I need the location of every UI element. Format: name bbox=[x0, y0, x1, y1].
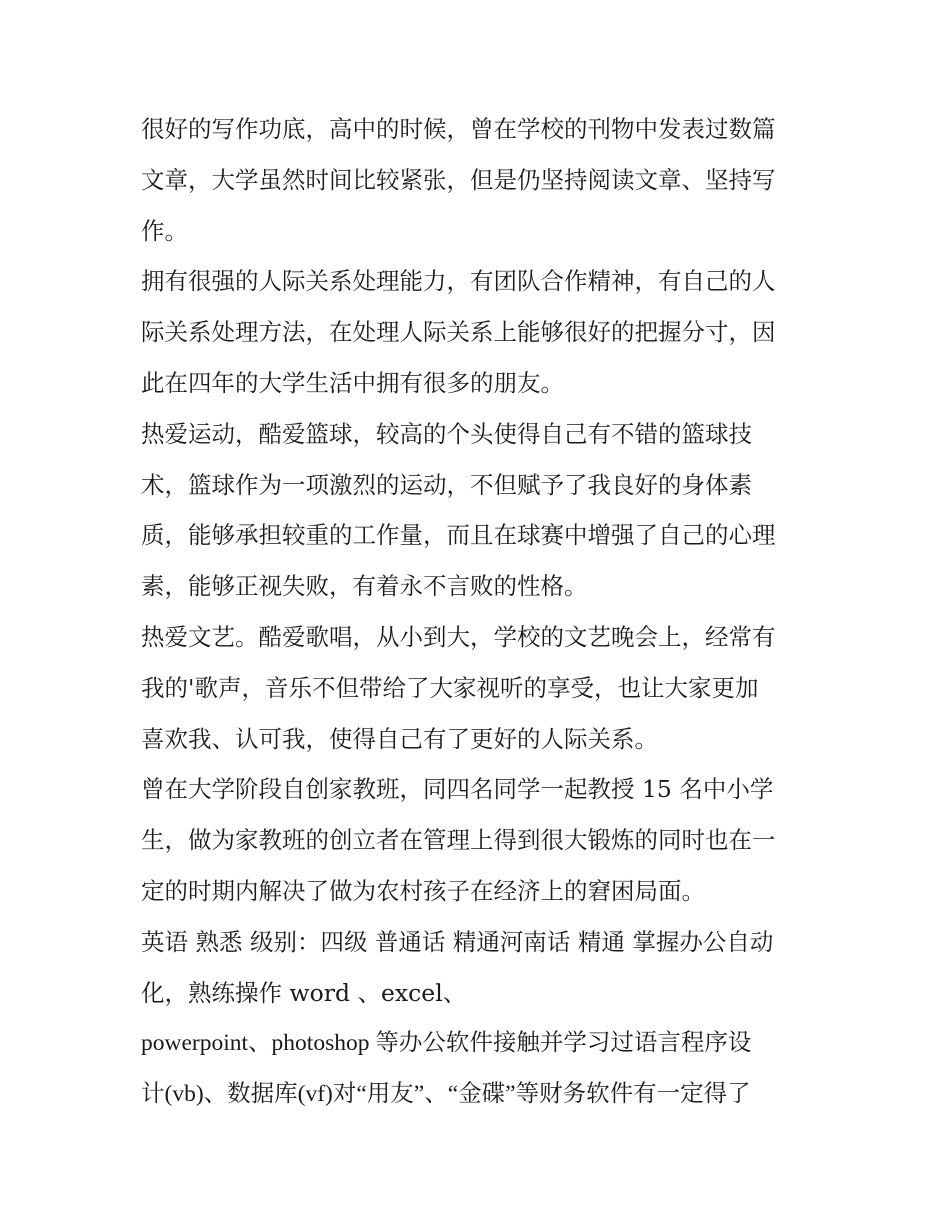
text-line: 质，能够承担较重的工作量，而且在球赛中增强了自己的心理 bbox=[141, 521, 776, 550]
text-line: 曾在大学阶段自创家教班，同四名同学一起教授 15 名中小学 bbox=[141, 775, 774, 804]
text-line: 很好的写作功底，高中的时候，曾在学校的刊物中发表过数篇 bbox=[141, 115, 776, 143]
text-line: 喜欢我、认可我，使得自己有了更好的人际关系。 bbox=[141, 724, 658, 753]
text-line: 英语 熟悉 级别：四级 普通话 精通河南话 精通 掌握办公自动 bbox=[141, 927, 774, 956]
text-line: 素，能够正视失败，有着永不言败的性格。 bbox=[141, 572, 588, 601]
text-line: 此在四年的大学生活中拥有很多的朋友。 bbox=[141, 368, 564, 397]
text-line: 际关系处理方法，在处理人际关系上能够很好的把握分寸，因 bbox=[141, 318, 776, 347]
text-line: 作。 bbox=[141, 216, 188, 245]
text-line: 定的时期内解决了做为农村孩子在经济上的窘困局面。 bbox=[141, 876, 705, 905]
text-line: 生，做为家教班的创立者在管理上得到很大锻炼的同时也在一 bbox=[141, 826, 776, 855]
text-line: 拥有很强的人际关系处理能力，有团队合作精神，有自己的人 bbox=[141, 267, 776, 296]
text-line: 计(vb)、数据库(vf)对“用友”、“金碟”等财务软件有一定得了 bbox=[141, 1081, 751, 1108]
text-line: 化，熟练操作 word 、excel、 bbox=[141, 978, 467, 1007]
text-line: 术，篮球作为一项激烈的运动，不但赋予了我良好的身体素 bbox=[141, 470, 752, 499]
text-line: 文章，大学虽然时间比较紧张，但是仍坚持阅读文章、坚持写 bbox=[141, 165, 776, 194]
text-line: 热爱运动，酷爱篮球，较高的个头使得自己有不错的篮球技 bbox=[141, 419, 752, 448]
text-line: 我的'歌声，音乐不但带给了大家视听的享受，也让大家更加 bbox=[141, 673, 759, 702]
text-line: powerpoint、photoshop 等办公软件接触并学习过语言程序设 bbox=[141, 1030, 752, 1057]
text-line: 热爱文艺。酷爱歌唱，从小到大，学校的文艺晚会上，经常有 bbox=[141, 622, 776, 651]
document-body bbox=[141, 104, 813, 1120]
